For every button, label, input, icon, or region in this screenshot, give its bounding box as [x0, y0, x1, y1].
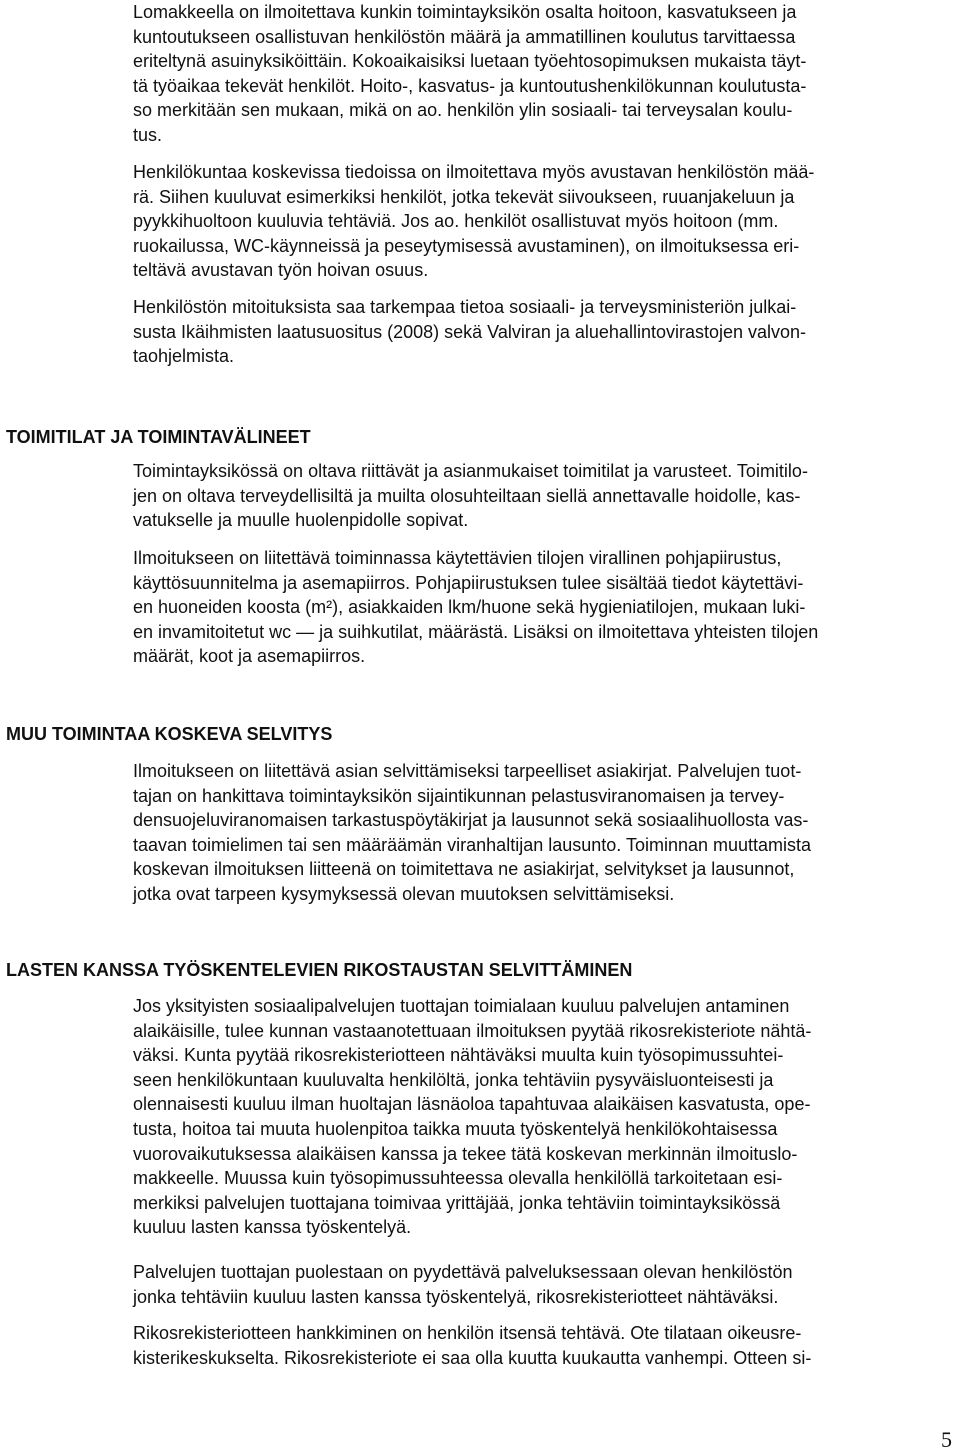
- text-line: susta Ikäihmisten laatusuositus (2008) sekä Valviran ja aluehallintovirastojen valvon-: [133, 321, 807, 342]
- text-line: merkiksi palvelujen tuottajana toimivaa yrittäjää, jonka tehtäviin toimintayksikössä: [133, 1192, 781, 1213]
- paragraph-record-obtaining: [133, 1321, 959, 1370]
- text-line: vuorovaikutuksessa alaikäisen kanssa ja tekee tätä koskevan merkinnän ilmoituslo-: [133, 1143, 798, 1164]
- text-line: kisterikeskukselta. Rikosrekisteriote ei saa olla kuutta kuukautta vanhempi. Otteen si-: [133, 1347, 812, 1368]
- paragraph-facilities: [133, 459, 959, 533]
- text-line: makkeelle. Muussa kuin työsopimussuhteessa olevalla henkilöllä tarkoitetaan esi-: [133, 1168, 783, 1189]
- text-line: tusta, hoitoa tai muuta huolenpitoa taikka muuta työskentelyä henkilökohtaisessa: [133, 1118, 778, 1139]
- text-line: taohjelmista.: [133, 346, 235, 367]
- text-line: densuojeluviranomaisen tarkastuspöytäkirjat ja lausunnot sekä sosiaalihuollosta vas-: [133, 810, 809, 831]
- section-heading-facilities: TOIMITILAT JA TOIMINTAVÄLINEET: [6, 427, 311, 447]
- text-line: teltävä avustavan työn hoivan osuus.: [133, 260, 429, 281]
- text-line: kuuluu lasten kanssa työskentelyä.: [133, 1217, 412, 1238]
- paragraph-provider-request: [133, 1260, 959, 1309]
- paragraph-documents: [133, 759, 959, 907]
- text-line: jen on oltava terveydellisiltä ja muilta olosuhteiltaan siellä annettavalle hoidolle, kas-: [133, 485, 801, 506]
- section-heading-criminal-background: LASTEN KANSSA TYÖSKENTELEVIEN RIKOSTAUSTAN SELVITTÄMINEN: [6, 960, 633, 980]
- text-line: tajan on hankittava toimintayksikön sijaintikunnan pelastusviranomaisen ja tervey-: [133, 785, 785, 806]
- text-line: so merkitään sen mukaan, mikä on ao. henkilön ylin sosiaali- tai terveysalan koulu-: [133, 100, 793, 121]
- text-line: kuntoutukseen osallistuvan henkilöstön määrä ja ammatillinen koulutus tarvittaessa: [133, 26, 796, 47]
- paragraph-staffing-guidance: [133, 295, 959, 369]
- page-number: 5: [941, 1427, 952, 1452]
- text-line: Jos yksityisten sosiaalipalvelujen tuottajan toimialaan kuuluu palvelujen antaminen: [133, 996, 790, 1016]
- text-line: taavan toimielimen tai sen määräämän viranhaltijan lausunto. Toiminnan muuttamista: [133, 834, 812, 855]
- text-line: Henkilöstön mitoituksista saa tarkempaa tietoa sosiaali- ja terveysministeriön julkai-: [133, 297, 797, 317]
- text-line: käyttösuunnitelma ja asemapiirros. Pohjapiirustuksen tulee sisältää tiedot käytettävi-: [133, 572, 804, 593]
- text-line: väksi. Kunta pyytää rikosrekisteriotteen nähtäväksi muulta kuin työsopimussuhtei-: [133, 1045, 784, 1066]
- paragraph-floor-plan: [133, 546, 959, 669]
- paragraph-criminal-record-minors: [133, 994, 959, 1240]
- paragraph-support-staff: [133, 160, 959, 283]
- section-heading-other-activity: MUU TOIMINTAA KOSKEVA SELVITYS: [6, 724, 333, 744]
- text-line: pyykkihuoltoon kuuluvia tehtäviä. Jos ao. henkilöt osallistuvat myös hoitoon (mm.: [133, 211, 779, 232]
- text-line: Henkilökuntaa koskevissa tiedoissa on ilmoitettava myös avustavan henkilöstön mää-: [133, 162, 815, 182]
- text-line: rä. Siihen kuuluvat esimerkiksi henkilöt, jotka tekevät siivoukseen, ruuanjakeluun ja: [133, 186, 795, 207]
- paragraph-staff-reporting: [133, 0, 959, 148]
- text-line: alaikäisille, tulee kunnan vastaanotettuaan ilmoituksen pyytää rikosrekisteriote nähtä-: [133, 1020, 812, 1041]
- text-line: määrät, koot ja asemapiirros.: [133, 646, 366, 667]
- text-line: vatukselle ja muulle huolenpidolle sopivat.: [133, 510, 469, 531]
- text-line: Palvelujen tuottajan puolestaan on pyydettävä palveluksessaan olevan henkilöstön: [133, 1262, 793, 1282]
- text-line: koskevan ilmoituksen liitteenä on toimitettava ne asiakirjat, selvitykset ja lausunnot,: [133, 859, 795, 880]
- text-line: Lomakkeella on ilmoitettava kunkin toimintayksikön osalta hoitoon, kasvatukseen ja: [133, 2, 797, 22]
- text-line: Ilmoitukseen on liitettävä asian selvittämiseksi tarpeelliset asiakirjat. Palvelujen tuot-: [133, 761, 802, 781]
- text-line: jotka ovat tarpeen kysymyksessä olevan muutoksen selvittämiseksi.: [133, 883, 675, 904]
- text-line: Toimintayksikössä on oltava riittävät ja asianmukaiset toimitilat ja varusteet. Toimitilo-: [133, 461, 808, 481]
- text-line: jonka tehtäviin kuuluu lasten kanssa työskentelyä, rikosrekisteriotteet nähtäväksi.: [133, 1286, 779, 1307]
- text-line: olennaisesti kuuluu ilman huoltajan läsnäoloa tapahtuvaa alaikäisen kasvatusta, ope-: [133, 1094, 811, 1115]
- text-line: seen henkilökuntaan kuuluvalta henkilöltä, jonka tehtäviin pysyväisluonteisesti ja: [133, 1069, 774, 1090]
- text-line: Rikosrekisteriotteen hankkiminen on henkilön itsensä tehtävä. Ote tilataan oikeusre-: [133, 1323, 802, 1343]
- text-line: en huoneiden koosta (m²), asiakkaiden lkm/huone sekä hygieniatilojen, mukaan luki-: [133, 597, 806, 618]
- text-line: en invamitoitetut wc — ja suihkutilat, määrästä. Lisäksi on ilmoitettava yhteisten tilojen: [133, 621, 819, 642]
- text-line: tä työaikaa tekevät henkilöt. Hoito-, kasvatus- ja kuntoutushenkilökunnan koulutusta-: [133, 75, 807, 96]
- text-line: Ilmoitukseen on liitettävä toiminnassa käytettävien tilojen virallinen pohjapiirustus,: [133, 548, 782, 568]
- text-line: tus.: [133, 124, 163, 145]
- text-line: ruokailussa, WC-käynneissä ja peseytymisessä avustaminen), on ilmoituksessa eri-: [133, 235, 800, 256]
- text-line: eriteltynä asuinyksiköittäin. Kokoaikaisiksi luetaan työehtosopimuksen mukaista täyt-: [133, 51, 807, 72]
